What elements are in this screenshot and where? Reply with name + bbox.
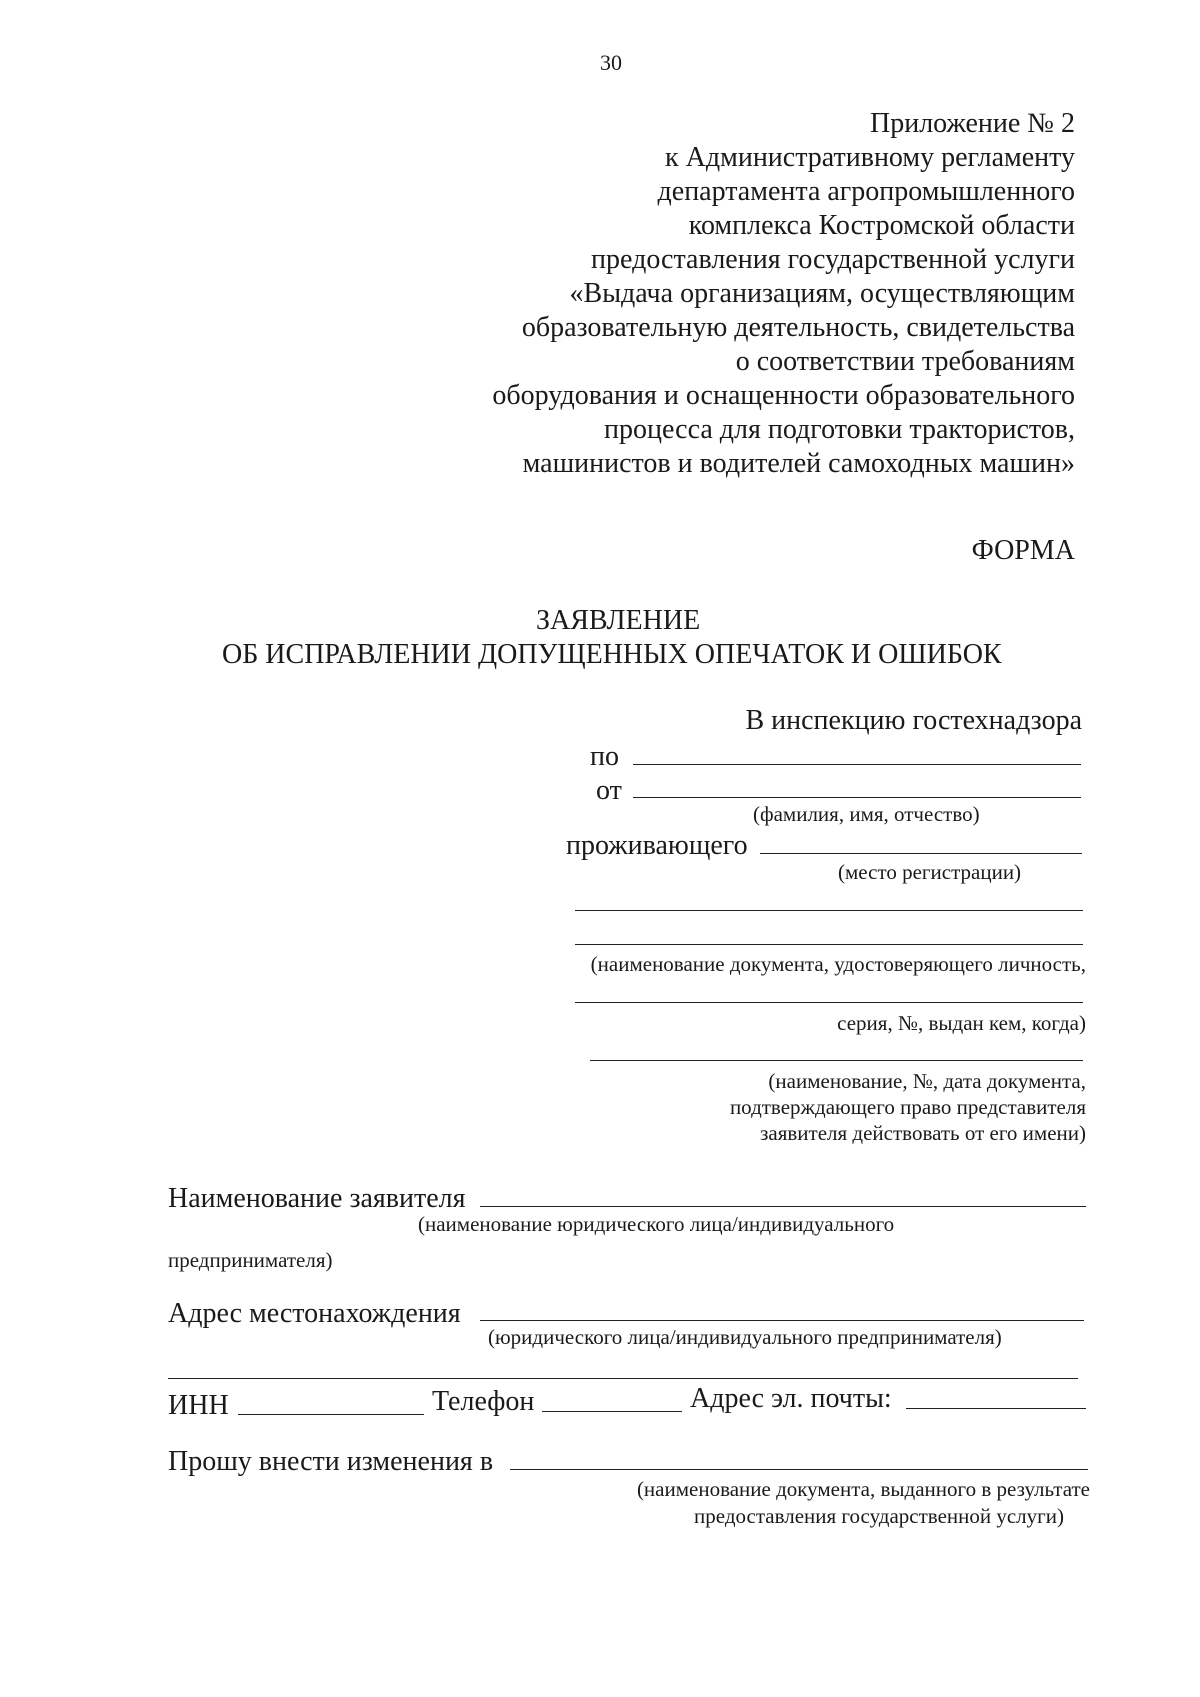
id-document-line[interactable] — [575, 944, 1083, 945]
document-subtitle: ОБ ИСПРАВЛЕНИИ ДОПУЩЕННЫХ ОПЕЧАТОК И ОШИБОК — [222, 639, 1002, 670]
inn-line[interactable] — [238, 1414, 424, 1415]
request-label: Прошу внести изменения в — [168, 1446, 494, 1477]
request-hint: (наименование документа, выданного в результате — [636, 1477, 1090, 1501]
address-continuation-line[interactable] — [168, 1378, 1078, 1379]
appendix-line: предоставления государственной услуги — [591, 244, 1075, 275]
applicant-name-line[interactable] — [480, 1206, 1086, 1207]
applicant-name-hint: предпринимателя) — [168, 1248, 333, 1272]
appendix-line: образовательную деятельность, свидетельства — [521, 312, 1075, 343]
address-hint: (юридического лица/индивидуального предпринимателя) — [488, 1325, 1002, 1349]
fio-hint: (фамилия, имя, отчество) — [753, 802, 980, 826]
registration-hint: (место регистрации) — [838, 860, 1022, 884]
po-label: по — [590, 741, 619, 772]
applicant-name-label: Наименование заявителя — [168, 1183, 466, 1214]
representative-document-line[interactable] — [590, 1060, 1083, 1061]
id-document-details-hint: серия, №, выдан кем, когда) — [837, 1011, 1086, 1035]
residing-label: проживающего — [566, 830, 748, 861]
form-label: ФОРМА — [971, 535, 1075, 566]
representative-hint: подтверждающего право представителя — [729, 1095, 1086, 1119]
blank-line[interactable] — [575, 910, 1083, 911]
inspection-label: В инспекцию гостехнадзора — [745, 705, 1082, 736]
appendix-line: Приложение № 2 — [870, 108, 1075, 139]
appendix-line: процесса для подготовки трактористов, — [604, 414, 1075, 445]
representative-hint: заявителя действовать от его имени) — [760, 1121, 1086, 1145]
request-document-line[interactable] — [510, 1469, 1088, 1470]
appendix-line: к Административному регламенту — [665, 142, 1075, 173]
email-label: Адрес эл. почты: — [690, 1383, 892, 1414]
ot-label: от — [596, 775, 622, 806]
applicant-fio-line[interactable] — [633, 797, 1081, 798]
appendix-line: оборудования и оснащенности образовательного — [492, 380, 1075, 411]
address-label: Адрес местонахождения — [168, 1298, 461, 1329]
representative-hint: (наименование, №, дата документа, — [768, 1069, 1086, 1093]
request-hint: предоставления государственной услуги) — [694, 1504, 1064, 1528]
phone-line[interactable] — [542, 1411, 682, 1412]
phone-label: Телефон — [432, 1386, 535, 1417]
appendix-line: «Выдача организациям, осуществляющим — [569, 278, 1075, 309]
appendix-line: департамента агропромышленного — [657, 176, 1075, 207]
registration-line[interactable] — [760, 853, 1082, 854]
page-number: 30 — [600, 50, 622, 75]
appendix-line: машинистов и водителей самоходных машин» — [522, 448, 1075, 479]
inn-label: ИНН — [168, 1390, 229, 1421]
id-document-details-line[interactable] — [575, 1002, 1083, 1003]
document-title: ЗАЯВЛЕНИЕ — [536, 605, 701, 636]
appendix-line: о соответствии требованиям — [735, 346, 1075, 377]
applicant-name-hint: (наименование юридического лица/индивидуального — [418, 1212, 895, 1236]
address-line[interactable] — [480, 1320, 1084, 1321]
id-document-hint: (наименование документа, удостоверяющего личность, — [590, 952, 1086, 976]
inspection-region-line[interactable] — [633, 764, 1081, 765]
email-line[interactable] — [906, 1408, 1086, 1409]
appendix-line: комплекса Костромской области — [688, 210, 1075, 241]
